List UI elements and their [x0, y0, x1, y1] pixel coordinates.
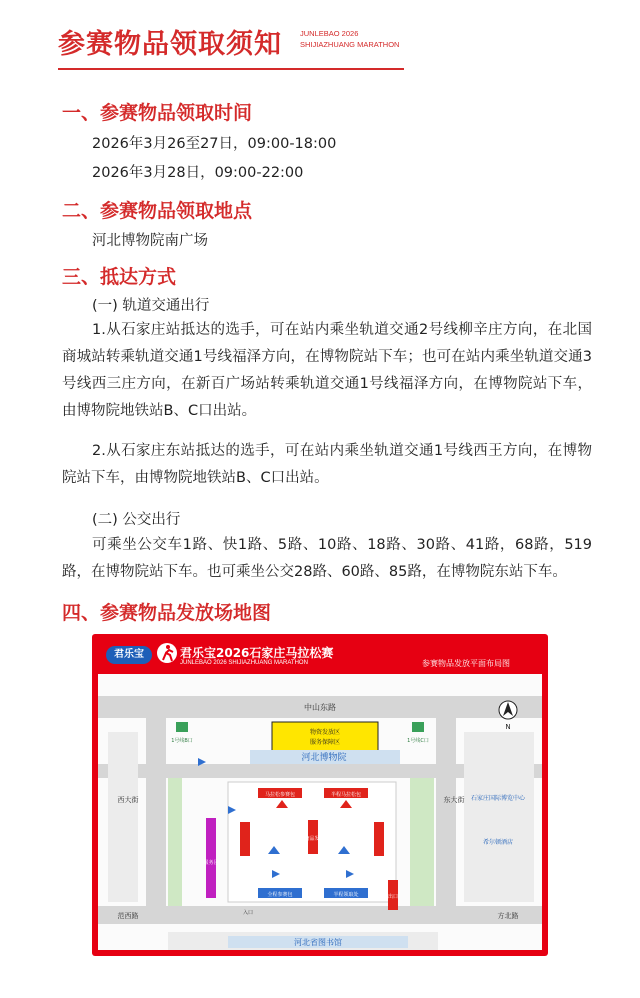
metro-c-icon — [412, 722, 424, 732]
page-header — [58, 18, 404, 70]
title-english-line-2: SHIJIAZHUANG MARATHON — [300, 40, 400, 49]
map-label-exhibit-center: 石家庄国际博览中心 — [470, 795, 526, 802]
map-label-side-zone: 服务区 — [203, 860, 219, 866]
purple-zone — [206, 818, 216, 898]
booth-side-left — [240, 822, 250, 856]
event-title-english: JUNLEBAO 2026 SHIJIAZHUANG MARATHON — [180, 660, 308, 666]
map-label-metro-c: 1号线C口 — [407, 738, 429, 744]
page-title: 参赛物品领取须知 — [58, 29, 282, 60]
venue-map — [92, 634, 548, 956]
block-west — [108, 732, 138, 902]
map-label-booth-1: 马拉松参赛包 — [264, 792, 296, 798]
road-west — [146, 696, 166, 924]
map-label-library: 河北省图书馆 — [294, 938, 342, 947]
map-label-metro-b: 1号线B口 — [171, 738, 193, 744]
map-label-booth-2: 半程马拉松包 — [330, 792, 362, 798]
block-east — [464, 732, 534, 902]
map-label-road-east: 东大街 — [443, 796, 465, 804]
map-label-hotel: 希尔顿酒店 — [482, 839, 514, 846]
map-caption: 参赛物品发放平面布局图 — [422, 659, 510, 668]
map-plan-svg — [98, 674, 542, 950]
subheading-bus: (二) 公交出行 — [92, 512, 181, 528]
section-heading-arrival: 三、抵达方式 — [62, 266, 177, 288]
time-line-2: 2026年3月28日，09:00-22:00 — [92, 165, 304, 181]
green-strip-west — [168, 778, 182, 906]
map-plan — [98, 674, 542, 950]
event-title: 君乐宝2026石家庄马拉松赛 — [180, 646, 334, 660]
map-label-north: N — [505, 723, 511, 731]
paragraph-rail-1: 1.从石家庄站抵达的选手，可在站内乘坐轨道交通2号线柳辛庄方向，在北国商城站转乘轨道交通1号线福泽方向，在博物院站下车；也可在站内乘坐轨道交通3号线西三庄方向，在新百广场站转乘轨道交通1号线福泽方向，在博物院站下车，由博物院地铁站B、C口出站。 — [62, 322, 592, 419]
map-label-entrance: 入口 — [242, 910, 254, 916]
title-english-line-1: JUNLEBAO 2026 — [300, 29, 359, 38]
section-heading-time: 一、参赛物品领取时间 — [62, 102, 253, 124]
paragraph-bus: 可乘坐公交车1路、快1路、5路、10路、18路、30路、41路，68路，519路，在博物院站下车。也可乘坐公交28路、60路、85路，在博物院东站下车。 — [62, 537, 592, 580]
green-strip-east — [410, 778, 434, 906]
brand-logo: 君乐宝 — [106, 646, 152, 664]
map-label-yellow-zone-1: 物资发放区 — [309, 729, 341, 736]
section-heading-map: 四、参赛物品发放场地图 — [62, 602, 272, 624]
map-label-road-west: 西大街 — [117, 796, 139, 804]
metro-b-icon — [176, 722, 188, 732]
map-label-pickup-zone: 参赛物品发放区 — [294, 836, 330, 842]
booth-side-right — [374, 822, 384, 856]
section-heading-location: 二、参赛物品领取地点 — [62, 200, 253, 222]
marathon-runner-icon — [156, 642, 178, 666]
map-label-road-north: 中山东路 — [304, 703, 336, 712]
map-label-yellow-zone-2: 服务保障区 — [309, 739, 341, 746]
road-east — [436, 696, 456, 924]
location-line: 河北博物院南广场 — [92, 233, 208, 249]
subheading-rail: (一) 轨道交通出行 — [92, 298, 210, 314]
map-label-exit: 出口 — [387, 894, 399, 900]
yellow-zone — [272, 722, 378, 752]
paragraph-rail-2: 2.从石家庄东站抵达的选手，可在站内乘坐轨道交通1号线西王方向，在博物院站下车，由博物院地铁站B、C口出站。 — [62, 443, 592, 486]
map-label-road-sw: 范西路 — [117, 912, 139, 920]
title-divider — [58, 68, 404, 70]
map-label-road-se: 方北路 — [497, 912, 519, 920]
map-label-booth-4: 半程领取处 — [333, 892, 359, 898]
map-label-booth-3: 全程参赛包 — [267, 892, 293, 898]
map-label-museum: 河北博物院 — [301, 753, 347, 763]
title-english — [300, 28, 399, 50]
time-line-1: 2026年3月26至27日，09:00-18:00 — [92, 136, 337, 152]
